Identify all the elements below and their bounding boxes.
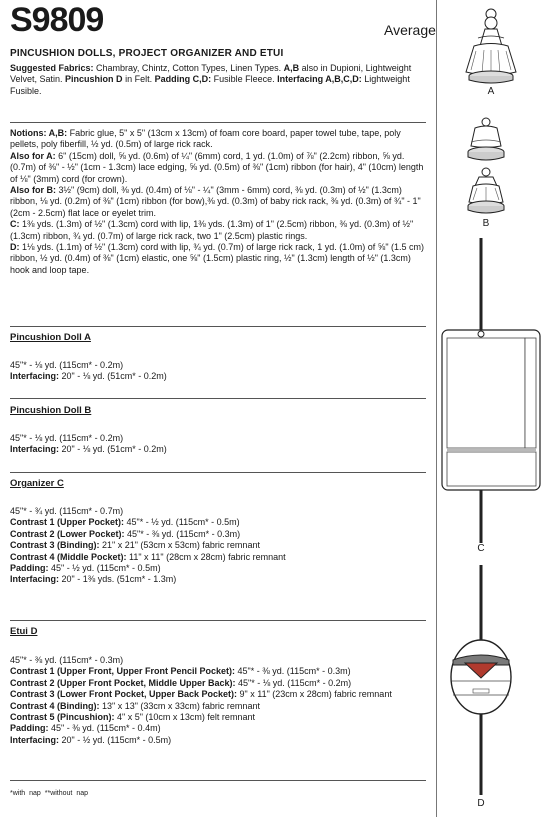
notions-b-label: Also for B: (10, 185, 56, 196)
fabrics-label: Suggested Fabrics: (10, 63, 94, 73)
row-label: Padding: (10, 723, 49, 734)
etui-d-illustration (438, 565, 544, 795)
view-c-row (10, 552, 426, 563)
view-d-heading: Etui D (10, 626, 38, 637)
view-c-fabric: 45"* - ¾ yd. (115cm* - 0.7m) (10, 506, 124, 516)
fabrics-padding-text: Fusible Fleece. (211, 74, 278, 85)
notions-ab-text: Fabric glue, 5" x 5" (13cm x 13cm) of foam core board, paper towel tube, tape, poly pellets, poly fiberfill, ½ yd. (0.5m) of large rick rack. (10, 128, 401, 150)
footnote: *with nap **without nap (10, 790, 88, 797)
divider (10, 780, 426, 781)
row-text: 45" - ½ yd. (115cm* - 0.5m) (48, 563, 161, 574)
view-d-yardage (10, 655, 426, 746)
row-label: Contrast 2 (Upper Front Pocket, Middle Upper Back): (10, 677, 236, 688)
view-d-letter: D (477, 798, 485, 809)
notions-section (10, 128, 426, 276)
fabrics-padding-label: Padding C,D: (154, 74, 212, 85)
row-text: 45"* - ⅜ yd. (115cm* - 0.3m) (235, 666, 351, 677)
row-label: Contrast 4 (Binding): (10, 700, 100, 711)
fabrics-interfacing-label: Interfacing A,B,C,D: (277, 74, 362, 85)
row-label: Interfacing: (10, 734, 60, 745)
row-label: Contrast 2 (Lower Pocket): (10, 528, 125, 539)
fabrics-d-label: Pincushion D (65, 74, 123, 85)
view-a-interfacing-text: 20" - ⅛ yd. (51cm* - 0.2m) (59, 371, 167, 382)
row-label: Contrast 5 (Pincushion): (10, 712, 115, 723)
fabrics-text: Chambray, Chintz, Cotton Types, Linen Types. (93, 63, 284, 73)
doll-a-illustration (456, 6, 526, 86)
row-label: Contrast 1 (Upper Pocket): (10, 517, 125, 528)
view-b-yardage (10, 433, 426, 456)
notions-a-text: 6" (15cm) doll, ⅝ yd. (0.6m) of ¼" (6mm) cord, 1 yd. (1.0m) of ⅞" (2.2cm) ribbon, ⅝ yd. (0.7m) of ⅜" - ½" (1cm - 1.3cm) lace edging, ⅝ yd. (0.5m) of ⅜" (1cm) ribbon (for hair), 4" (10cm) length of ⅛" (3mm) cord (for crown). (10, 150, 424, 184)
view-b-letter: B (482, 218, 490, 229)
view-a-yardage (10, 360, 426, 383)
notions-c-text: 1⅜ yds. (1.3m) of ½" (1.3cm) cord with lip, 1⅜ yds. (1.3m) of 1" (2.5cm) ribbon, ⅜ yd. (0.3m) of ½" (1.3cm) ribbon, ¾ yd. (0.7m) of large rick rack, two 1" (2.5cm) plastic rings. (10, 219, 414, 241)
notions-d-label: D: (10, 242, 20, 253)
row-label: Contrast 4 (Middle Pocket): (10, 551, 127, 562)
view-c-row (10, 540, 426, 551)
view-c-row (10, 563, 426, 574)
row-text: 4" x 5" (10cm x 13cm) felt remnant (114, 712, 255, 723)
view-b-interfacing-label: Interfacing: (10, 444, 60, 455)
divider (10, 472, 426, 473)
notions-b (10, 185, 426, 219)
view-d-row (10, 712, 426, 723)
suggested-fabrics (10, 63, 426, 97)
row-label: Interfacing: (10, 574, 60, 585)
view-c-row (10, 574, 426, 585)
row-label: Contrast 3 (Lower Front Pocket, Upper Back Pocket): (10, 689, 238, 700)
pattern-number: S9809 (10, 1, 104, 39)
view-b-interfacing-text: 20" - ⅛ yd. (51cm* - 0.2m) (59, 444, 167, 455)
row-text: 20" - 1⅜ yds. (51cm* - 1.3m) (59, 574, 177, 585)
fabrics-d-text: in Felt. (122, 74, 155, 85)
row-text: 45"* - ⅛ yd. (115cm* - 0.2m) (235, 677, 352, 688)
row-text: 20" - ½ yd. (115cm* - 0.5m) (59, 734, 172, 745)
view-d-row (10, 689, 426, 700)
view-d-row (10, 678, 426, 689)
row-text: 45"* - ½ yd. (115cm* - 0.5m) (124, 517, 240, 528)
view-b-heading: Pincushion Doll B (10, 405, 92, 416)
view-b-fabric: 45"* - ⅛ yd. (115cm* - 0.2m) (10, 433, 124, 443)
divider (10, 122, 426, 123)
divider (10, 326, 426, 327)
view-c-heading: Organizer C (10, 478, 64, 489)
view-illustrations (436, 0, 546, 817)
row-text: 9" x 11" (23cm x 28cm) fabric remnant (237, 689, 392, 700)
view-d-row (10, 723, 426, 734)
row-label: Contrast 1 (Upper Front, Upper Front Pencil Pocket): (10, 666, 236, 677)
notions-d-text: 1⅛ yds. (1.1m) of ½" (1.3cm) cord with lip, ¾ yd. (0.7m) of large rick rack, 1 yd. (1.0m) of ⅝" (1.5 cm) ribbon, ½ yd. (0.4m) of ⅜" (1cm) elastic, one ⅝" (1.5cm) plastic ring, ½" (1.3cm) length of ½" (1.3cm) hook and loop tape. (10, 242, 425, 275)
row-text: 21" x 21" (53cm x 53cm) fabric remnant (99, 540, 260, 551)
notions-d (10, 242, 426, 276)
view-c-letter: C (477, 543, 485, 554)
doll-b-illustration-2 (461, 166, 511, 216)
view-a-fabric: 45"* - ⅛ yd. (115cm* - 0.2m) (10, 360, 124, 370)
row-text: 11" x 11" (28cm x 28cm) fabric remnant (126, 551, 286, 562)
notions-c (10, 219, 426, 242)
row-text: 13" x 13" (33cm x 33cm) fabric remnant (99, 700, 260, 711)
difficulty-label: Average (384, 22, 436, 38)
organizer-c-illustration (438, 238, 544, 548)
view-a-heading: Pincushion Doll A (10, 332, 91, 343)
view-d-fabric: 45"* - ⅜ yd. (115cm* - 0.3m) (10, 655, 124, 665)
fabrics-ab-label: A,B (283, 63, 300, 73)
divider (10, 620, 426, 621)
row-label: Padding: (10, 563, 49, 574)
doll-b-illustration-1 (461, 116, 511, 164)
notions-a-label: Also for A: (10, 150, 56, 161)
notions-ab-label: Notions: A,B: (10, 128, 68, 138)
view-d-row (10, 666, 426, 677)
fabrics-interfacing-text: Lightweight Fusible. (10, 74, 410, 96)
page-title: PINCUSHION DOLLS, PROJECT ORGANIZER AND ETUI (10, 48, 284, 59)
view-c-yardage (10, 506, 426, 586)
view-a-letter: A (487, 86, 495, 97)
notions-b-text: 3½" (9cm) doll, ⅜ yd. (0.4m) of ⅛" - ¼" (3mm - 6mm) cord, ⅜ yd. (0.3m) of ½" (1.3cm) ribbon, ⅛ yd. (0.2m) of ⅜" (1cm) ribbon (for bow),⅜ yd. (0.3m) of baby rick rack, ⅜ yd. (0.3m) of ¾" - 1" (2cm - 2.5cm) flat lace or eyelet trim. (10, 185, 421, 218)
row-label: Contrast 3 (Binding): (10, 540, 100, 551)
notions-a (10, 151, 426, 185)
notions-ab (10, 128, 426, 151)
row-text: 45"* - ⅜ yd. (115cm* - 0.3m) (124, 528, 241, 539)
divider (10, 398, 426, 399)
view-d-row (10, 701, 426, 712)
view-a-interfacing-label: Interfacing: (10, 371, 60, 382)
view-d-row (10, 735, 426, 746)
view-c-row (10, 529, 426, 540)
notions-c-label: C: (10, 219, 20, 230)
fabrics-ab-text: also in Dupioni, Lightweight Velvet, Satin. (10, 63, 412, 85)
column-divider (436, 0, 437, 817)
view-c-row (10, 517, 426, 528)
row-text: 45" - ⅜ yd. (115cm* - 0.4m) (48, 723, 161, 734)
